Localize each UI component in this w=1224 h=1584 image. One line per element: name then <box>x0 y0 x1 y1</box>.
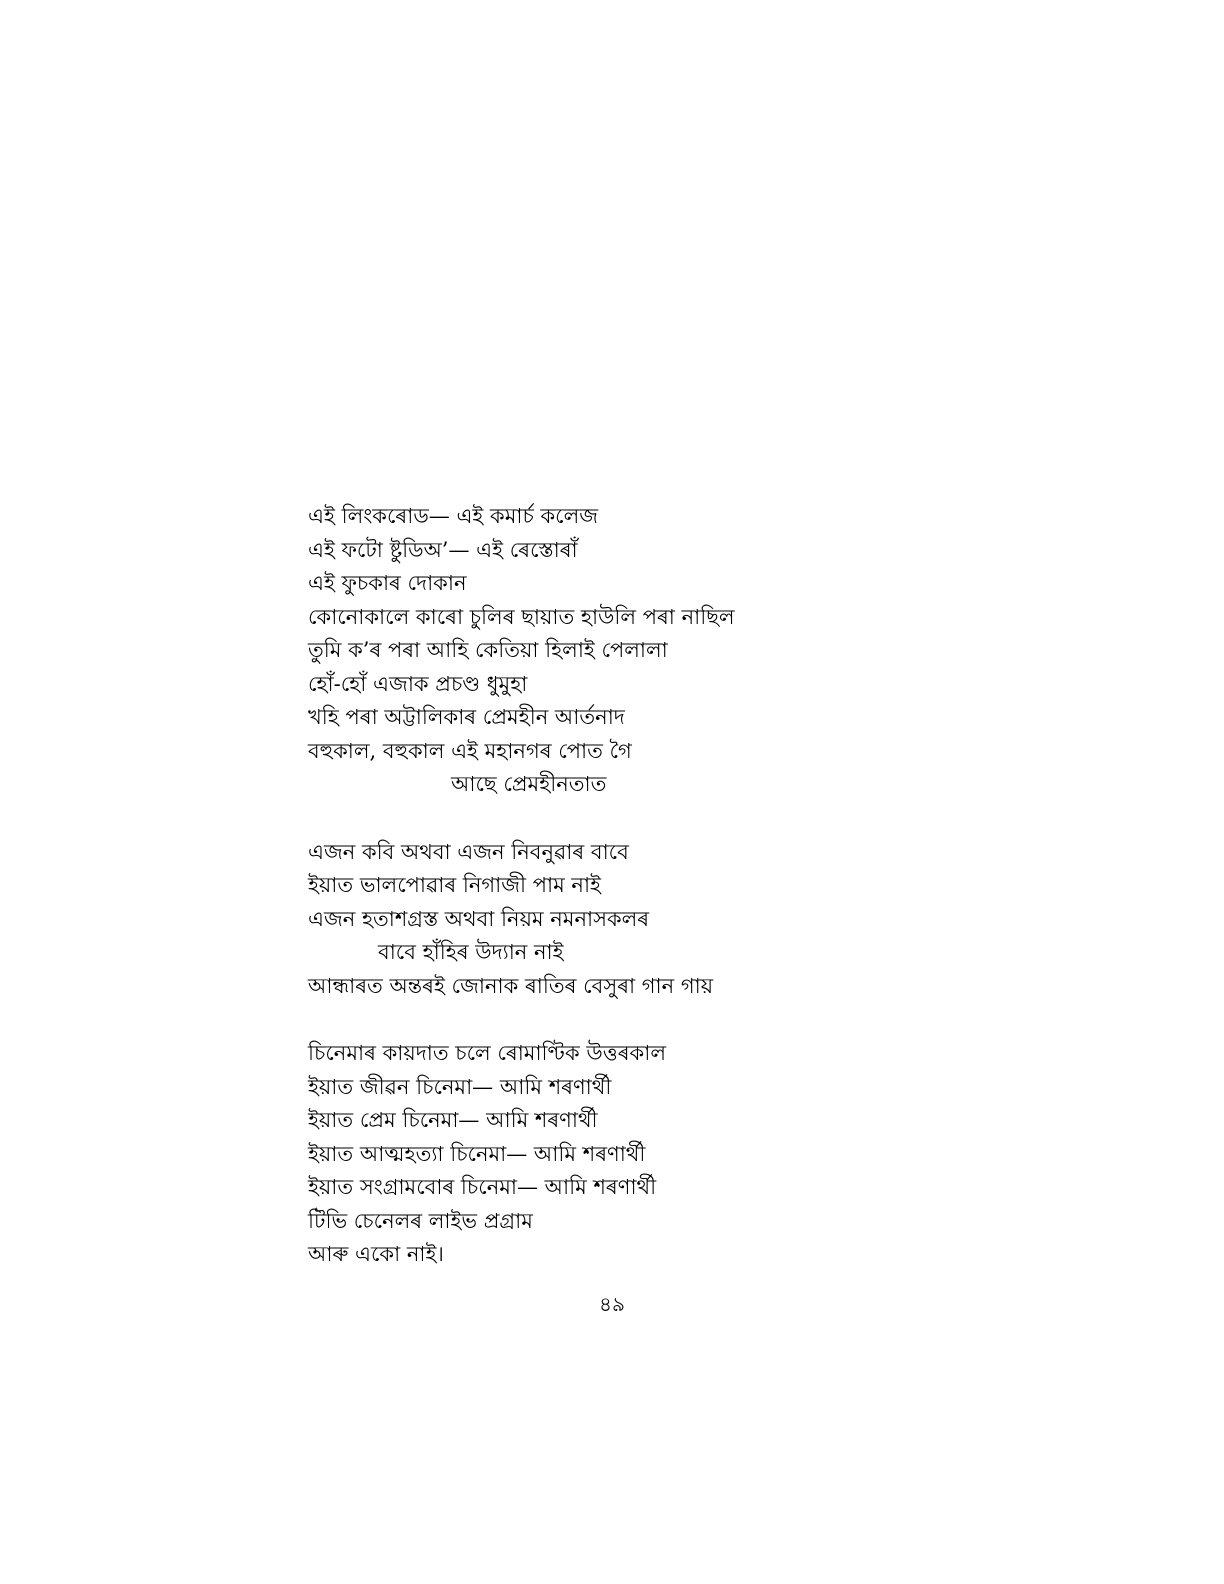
poem-line-continuation: বাবে হাঁহিৰ উদ্যান নাই <box>378 940 564 964</box>
poem <box>308 500 1008 1272</box>
poem-line: চিনেমাৰ কায়দাত চলে ৰোমাণ্টিক উত্তৰকাল <box>308 1041 666 1065</box>
poem-line: ইয়াত জীৱন চিনেমা— আমি শৰণাৰ্থী <box>308 1074 612 1099</box>
poem-line-continuation: আছে প্ৰেমহীনতাত <box>451 772 607 796</box>
poem-line: এজন কবি অথবা এজন নিবনুৱাৰ বাবে <box>308 839 629 864</box>
poem-line: এজন হতাশগ্ৰস্ত অথবা নিয়ম নমনাসকলৰ <box>308 906 650 931</box>
stanza-3 <box>308 1037 1008 1272</box>
page-number: ৪৯ <box>599 1292 625 1316</box>
poem-line: আন্ধাৰত অন্তৰই জোনাক ৰাতিৰ বেসুৰা গান গায় <box>308 973 714 998</box>
poem-line: হোঁ-হোঁ এজাক প্ৰচণ্ড ধুমুহা <box>308 671 528 696</box>
poem-line: ইয়াত সংগ্ৰামবোৰ চিনেমা— আমি শৰণাৰ্থী <box>308 1175 657 1199</box>
poem-line: ইয়াত প্ৰেম চিনেমা— আমি শৰণাৰ্থী <box>308 1108 598 1132</box>
poem-line: টিভি চেনেলৰ লাইভ প্ৰগ্ৰাম <box>308 1208 533 1233</box>
stanza-1 <box>308 500 1008 802</box>
poem-line: ইয়াত আত্মহত্যা চিনেমা— আমি শৰণাৰ্থী <box>308 1141 646 1166</box>
poem-line: বহুকাল, বহুকাল এই মহানগৰ পোত গৈ <box>308 738 632 763</box>
poem-line: ইয়াত ভালপোৱাৰ নিগাজী পাম নাই <box>308 873 601 897</box>
stanza-2 <box>308 836 1008 1004</box>
poem-line: এই লিংকৰোড— এই কমাৰ্চ কলেজ <box>308 504 599 528</box>
poem-line: এই ফটো ষ্টুডিঅ’— এই ৰেস্তোৰাঁ <box>308 537 578 562</box>
poem-line: তুমি ক’ৰ পৰা আহি কেতিয়া হিলাই পেলালা <box>308 638 668 662</box>
poem-line: আৰু একো নাই। <box>308 1242 444 1266</box>
poem-line: কোনোকালে কাৰো চুলিৰ ছায়াত হাউলি পৰা নাছিল <box>308 604 735 629</box>
poem-line: এই ফুচকাৰ দোকান <box>308 571 467 595</box>
poem-line: খহি পৰা অট্টালিকাৰ প্ৰেমহীন আৰ্তনাদ <box>308 705 625 729</box>
